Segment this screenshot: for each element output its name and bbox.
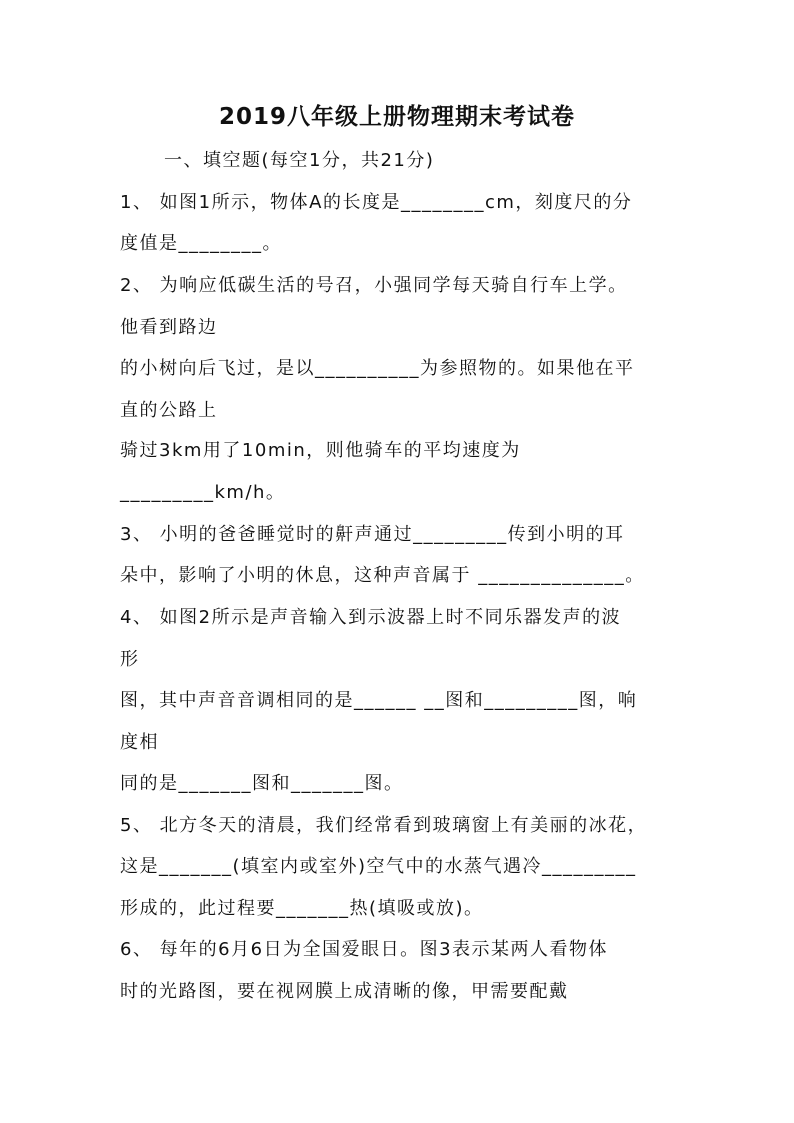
text-line: 骑过3km用了10min，则他骑车的平均速度为	[120, 440, 521, 461]
text-line: 4、 如图2所示是声音输入到示波器上时不同乐器发声的波	[120, 607, 622, 628]
text-line: 这是_______(填室内或室外)空气中的水蒸气遇冷_________	[120, 856, 637, 877]
section-heading: 一、填空题(每空1分，共21分)	[164, 150, 435, 171]
text-line: 度值是________。	[120, 233, 282, 254]
document-title: 2019八年级上册物理期末考试卷	[218, 104, 575, 130]
text-line: 朵中，影响了小明的休息，这种声音属于 ______________。	[120, 565, 645, 586]
text-line: _________km/h。	[120, 482, 286, 503]
text-line: 同的是_______图和_______图。	[120, 773, 404, 794]
text-line: 1、 如图1所示，物体A的长度是________cm，刻度尺的分	[120, 192, 633, 213]
text-line: 图，其中声音音调相同的是______ __图和_________图，响	[120, 690, 638, 711]
text-line: 形	[120, 649, 140, 670]
text-line: 形成的，此过程要_______热(填吸或放)。	[120, 898, 484, 919]
text-line: 他看到路边	[120, 317, 218, 338]
text-line: 的小树向后飞过，是以__________为参照物的。如果他在平	[120, 358, 635, 379]
text-line: 度相	[120, 732, 159, 753]
text-line: 5、 北方冬天的清晨，我们经常看到玻璃窗上有美丽的冰花，	[120, 815, 648, 836]
text-line: 2、 为响应低碳生活的号召，小强同学每天骑自行车上学。	[120, 275, 628, 296]
text-line: 6、 每年的6月6日为全国爱眼日。图3表示某两人看物体	[120, 939, 609, 960]
text-line: 直的公路上	[120, 400, 218, 421]
text-line: 3、 小明的爸爸睡觉时的鼾声通过_________传到小明的耳	[120, 524, 625, 545]
text-line: 时的光路图，要在视网膜上成清晰的像，甲需要配戴	[120, 981, 569, 1002]
